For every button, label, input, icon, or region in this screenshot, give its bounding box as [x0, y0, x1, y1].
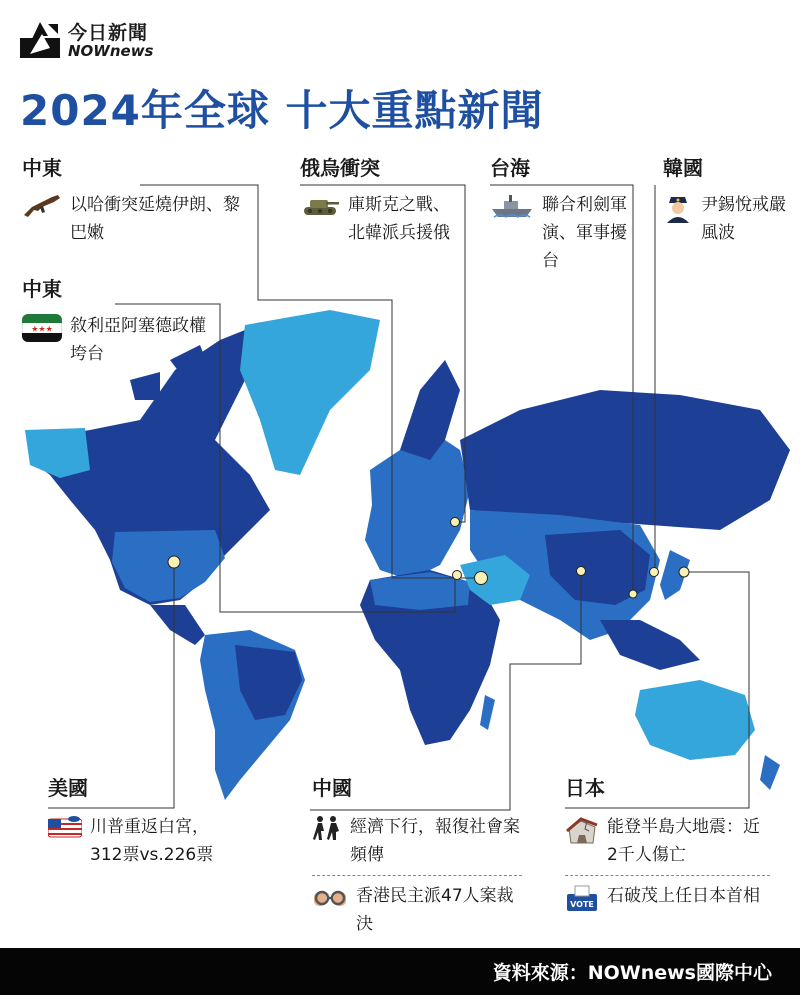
news-text: 石破茂上任日本首相	[607, 886, 760, 906]
map-japan	[660, 550, 690, 600]
source-credit: 資料來源：NOWnews國際中心	[492, 962, 772, 984]
svg-text:VOTE: VOTE	[570, 900, 594, 909]
map-australia	[635, 680, 755, 760]
section-taiwan-strait	[490, 152, 630, 275]
news-text: 川普重返白宮，312票vs.226票	[90, 817, 214, 865]
section-title: 日本	[565, 776, 605, 800]
news-item	[565, 882, 770, 912]
news-item	[565, 813, 770, 869]
news-item	[22, 312, 212, 368]
news-item	[490, 191, 630, 275]
nownews-logo	[18, 16, 168, 62]
handcuffs-icon	[312, 884, 348, 910]
map-central-america	[150, 605, 205, 645]
map-russia	[460, 390, 790, 530]
map-alaska	[25, 428, 90, 478]
section-syria	[22, 273, 212, 368]
news-text: 香港民主派47人案裁決	[356, 886, 514, 934]
us-election-icon	[48, 815, 82, 841]
news-text: 尹錫悅戒嚴風波	[701, 195, 786, 243]
rifle-icon	[22, 193, 62, 219]
section-title: 韓國	[663, 156, 703, 180]
section-china	[312, 772, 522, 938]
news-text: 聯合利劍軍演、軍事擾台	[542, 195, 627, 271]
page-title: 2024年全球 十大重點新聞	[20, 86, 544, 135]
map-madagascar	[480, 695, 495, 730]
section-title: 中國	[312, 776, 352, 800]
section-title: 俄烏衝突	[300, 156, 380, 180]
syria-flag-icon	[22, 314, 62, 342]
map-southeast-asia	[600, 620, 700, 670]
news-item	[22, 191, 247, 247]
section-russia-ukraine	[300, 152, 465, 247]
news-item	[663, 191, 788, 247]
ballot-box-icon	[565, 884, 599, 912]
logo-english-name: NOWnews	[68, 42, 154, 60]
news-item	[48, 813, 233, 869]
collapsed-house-icon	[565, 815, 599, 845]
news-item	[312, 882, 522, 938]
news-text: 以哈衝突延燒伊朗、黎巴嫩	[70, 195, 240, 243]
svg-text:★★★: ★★★	[31, 324, 53, 334]
news-text: 庫斯克之戰、北韓派兵援俄	[348, 195, 450, 243]
logo-chinese-name: 今日新聞	[68, 22, 149, 44]
world-map	[0, 300, 800, 820]
news-item	[312, 813, 522, 869]
news-text: 經濟下行，報復社會案頻傳	[350, 817, 520, 865]
police-officer-icon	[663, 193, 693, 223]
walking-figures-icon	[312, 815, 342, 841]
section-mideast	[22, 152, 247, 247]
section-usa	[48, 772, 233, 869]
news-text: 能登半島大地震：近2千人傷亡	[607, 817, 760, 865]
footer-bar	[0, 948, 800, 995]
section-korea	[663, 152, 788, 247]
divider	[312, 875, 522, 876]
section-title: 中東	[22, 277, 62, 301]
news-item	[300, 191, 465, 247]
tank-icon	[300, 193, 340, 217]
news-text: 敘利亞阿塞德政權垮台	[70, 316, 206, 364]
section-title: 台海	[490, 156, 530, 180]
warship-icon	[490, 193, 534, 219]
section-japan	[565, 772, 770, 912]
map-greenland	[240, 310, 380, 475]
divider	[565, 875, 770, 876]
section-title: 中東	[22, 156, 62, 180]
nownews-logo-mark-icon	[18, 18, 62, 60]
section-title: 美國	[48, 776, 88, 800]
